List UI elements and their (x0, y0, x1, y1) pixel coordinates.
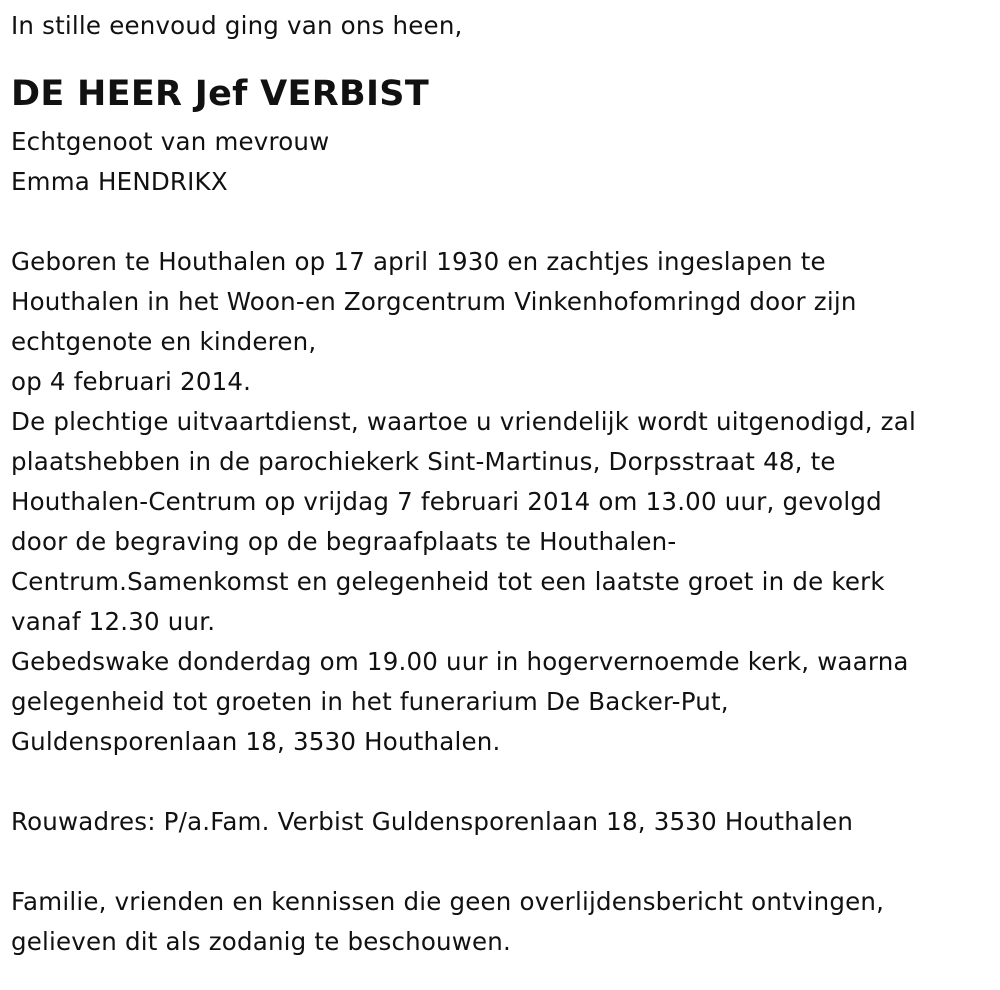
body-line: vanaf 12.30 uur. (11, 607, 216, 636)
body-line: Houthalen in het Woon-en Zorgcentrum Vinkenhofomringd door zijn (11, 287, 857, 316)
spouse-line-2: Emma HENDRIKX (11, 167, 228, 196)
body-line: Houthalen-Centrum op vrijdag 7 februari 2014 om 13.00 uur, gevolgd (11, 487, 882, 516)
mourning-address: Rouwadres: P/a.Fam. Verbist Guldensporenlaan 18, 3530 Houthalen (11, 807, 854, 836)
spacer (11, 842, 996, 882)
death-notice (11, 0, 996, 962)
body-line: gelegenheid tot groeten in het funerarium De Backer-Put, (11, 687, 729, 716)
spacer (11, 762, 996, 802)
closing-line-2: gelieven dit als zodanig te beschouwen. (11, 927, 512, 956)
intro-text: In stille eenvoud ging van ons heen, (11, 11, 463, 40)
body-line: op 4 februari 2014. (11, 367, 252, 396)
body-line: plaatshebben in de parochiekerk Sint-Martinus, Dorpsstraat 48, te (11, 447, 836, 476)
body-line: door de begraving op de begraafplaats te Houthalen- (11, 527, 677, 556)
deceased-name: DE HEER Jef VERBIST (11, 74, 429, 114)
body-line: Geboren te Houthalen op 17 april 1930 en zachtjes ingeslapen te (11, 247, 826, 276)
spacer (11, 202, 996, 242)
body-line: De plechtige uitvaartdienst, waartoe u vriendelijk wordt uitgenodigd, zal (11, 407, 916, 436)
body-line: Gebedswake donderdag om 19.00 uur in hogervernoemde kerk, waarna (11, 647, 909, 676)
body-line: Centrum.Samenkomst en gelegenheid tot een laatste groet in de kerk (11, 567, 885, 596)
closing-line-1: Familie, vrienden en kennissen die geen overlijdensbericht ontvingen, (11, 887, 885, 916)
body-line: Guldensporenlaan 18, 3530 Houthalen. (11, 727, 501, 756)
spouse-line-1: Echtgenoot van mevrouw (11, 127, 330, 156)
body-line: echtgenote en kinderen, (11, 327, 317, 356)
